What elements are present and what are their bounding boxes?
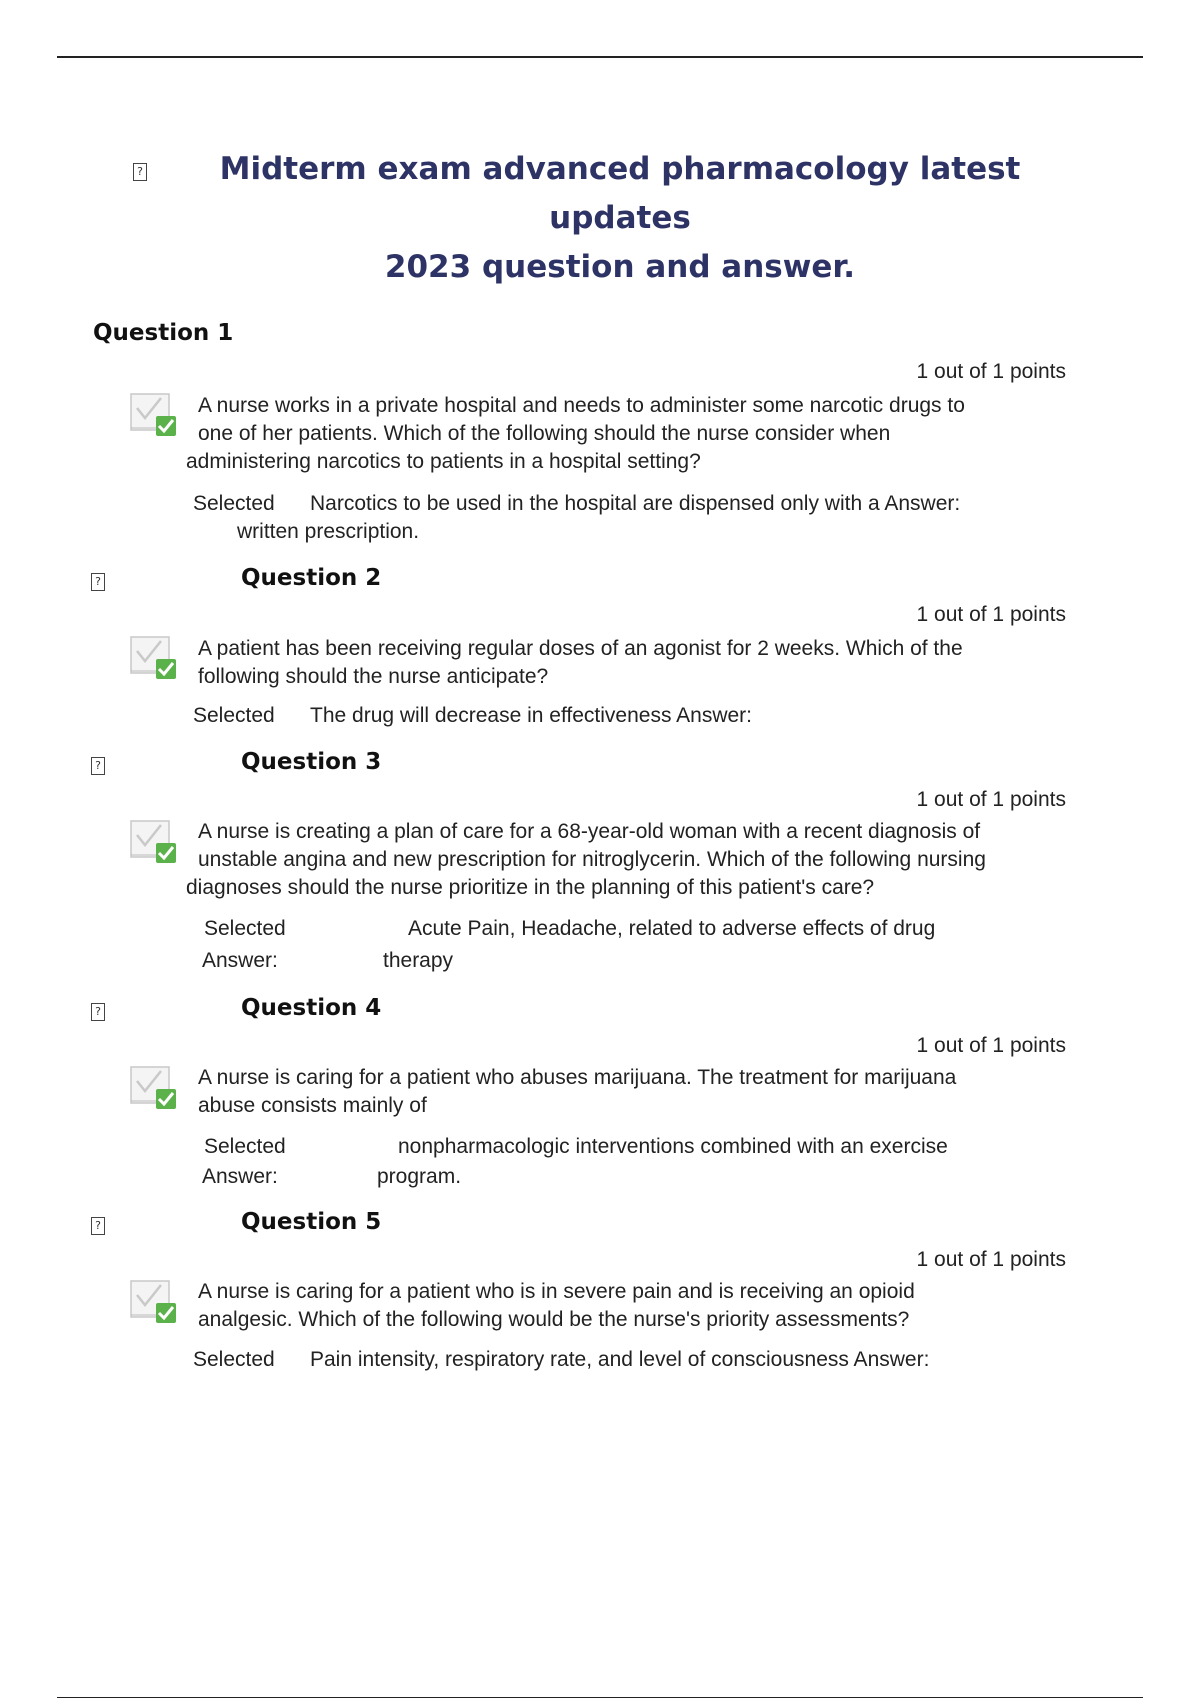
question-5-text (186, 1278, 1066, 1334)
question-5-text-line: A nurse is caring for a patient who is in severe pain and is receiving an opioid (198, 1280, 915, 1303)
question-3-text-line: diagnoses should the nurse prioritize in the planning of this patient's care? (186, 876, 875, 899)
question-1-answer-cont: written prescription. (237, 520, 420, 543)
question-4-selected-label: Selected (204, 1135, 286, 1158)
question-4-answer: nonpharmacologic interventions combined with an exercise (398, 1135, 948, 1158)
question-1-text-line: one of her patients. Which of the following should the nurse consider when (198, 422, 891, 445)
question-2-points: 1 out of 1 points (916, 603, 1066, 626)
correct-check-icon (128, 815, 180, 867)
question-4-text-line: abuse consists mainly of (198, 1094, 427, 1117)
question-2-text (186, 635, 1066, 691)
question-2-text-line: following should the nurse anticipate? (198, 665, 549, 688)
missing-glyph-icon: ? (91, 757, 105, 775)
question-1-selected-label: Selected (193, 492, 275, 515)
bottom-rule (57, 1697, 1143, 1698)
question-4-heading: Question 4 (241, 995, 382, 1021)
question-1-text-line: A nurse works in a private hospital and needs to administer some narcotic drugs to (198, 394, 965, 417)
correct-check-icon (128, 631, 180, 683)
question-5-points: 1 out of 1 points (916, 1248, 1066, 1271)
question-5-heading: Question 5 (241, 1209, 382, 1235)
question-4-points: 1 out of 1 points (916, 1034, 1066, 1057)
question-2-text-line: A patient has been receiving regular doses of an agonist for 2 weeks. Which of the (198, 637, 963, 660)
question-1-answer: Narcotics to be used in the hospital are dispensed only with a Answer: (310, 492, 961, 515)
question-3-text-line: A nurse is creating a plan of care for a 68-year-old woman with a recent diagnosis of (198, 820, 981, 843)
missing-glyph-icon: ? (91, 1003, 105, 1021)
question-3-selected-label: Selected (204, 917, 286, 940)
question-3-answer-cont: therapy (383, 949, 454, 972)
question-3-answer: Acute Pain, Headache, related to adverse effects of drug (408, 917, 936, 940)
question-1-text-line: administering narcotics to patients in a hospital setting? (186, 450, 701, 473)
title-line-2: 2023 question and answer. (384, 249, 856, 285)
question-1-text (186, 392, 1066, 476)
top-rule (57, 56, 1143, 58)
missing-glyph-icon: ? (91, 573, 105, 591)
question-2-selected-label: Selected (193, 704, 275, 727)
page-title (170, 145, 1070, 292)
question-3-text (186, 818, 1086, 902)
question-2-answer: The drug will decrease in effectiveness Answer: (310, 704, 753, 727)
title-line-1: Midterm exam advanced pharmacology latest updates (219, 151, 1021, 236)
question-3-heading: Question 3 (241, 749, 382, 775)
question-3-answer-label: Answer: (202, 949, 278, 972)
question-4-answer-label: Answer: (202, 1165, 278, 1188)
question-4-text-line: A nurse is caring for a patient who abuses marijuana. The treatment for marijuana (198, 1066, 957, 1089)
correct-check-icon (128, 388, 180, 440)
question-4-answer-cont: program. (377, 1165, 462, 1188)
question-5-selected-label: Selected (193, 1348, 275, 1371)
question-1-heading: Question 1 (93, 320, 234, 346)
question-5-answer: Pain intensity, respiratory rate, and level of consciousness Answer: (310, 1348, 930, 1371)
missing-glyph-icon: ? (133, 163, 147, 181)
question-1-points: 1 out of 1 points (916, 360, 1066, 383)
missing-glyph-icon: ? (91, 1217, 105, 1235)
question-5-text-line: analgesic. Which of the following would be the nurse's priority assessments? (198, 1308, 910, 1331)
question-3-points: 1 out of 1 points (916, 788, 1066, 811)
question-4-text (186, 1064, 1066, 1120)
question-3-text-line: unstable angina and new prescription for nitroglycerin. Which of the following nursing (198, 848, 986, 871)
question-2-heading: Question 2 (241, 565, 382, 591)
correct-check-icon (128, 1061, 180, 1113)
correct-check-icon (128, 1275, 180, 1327)
